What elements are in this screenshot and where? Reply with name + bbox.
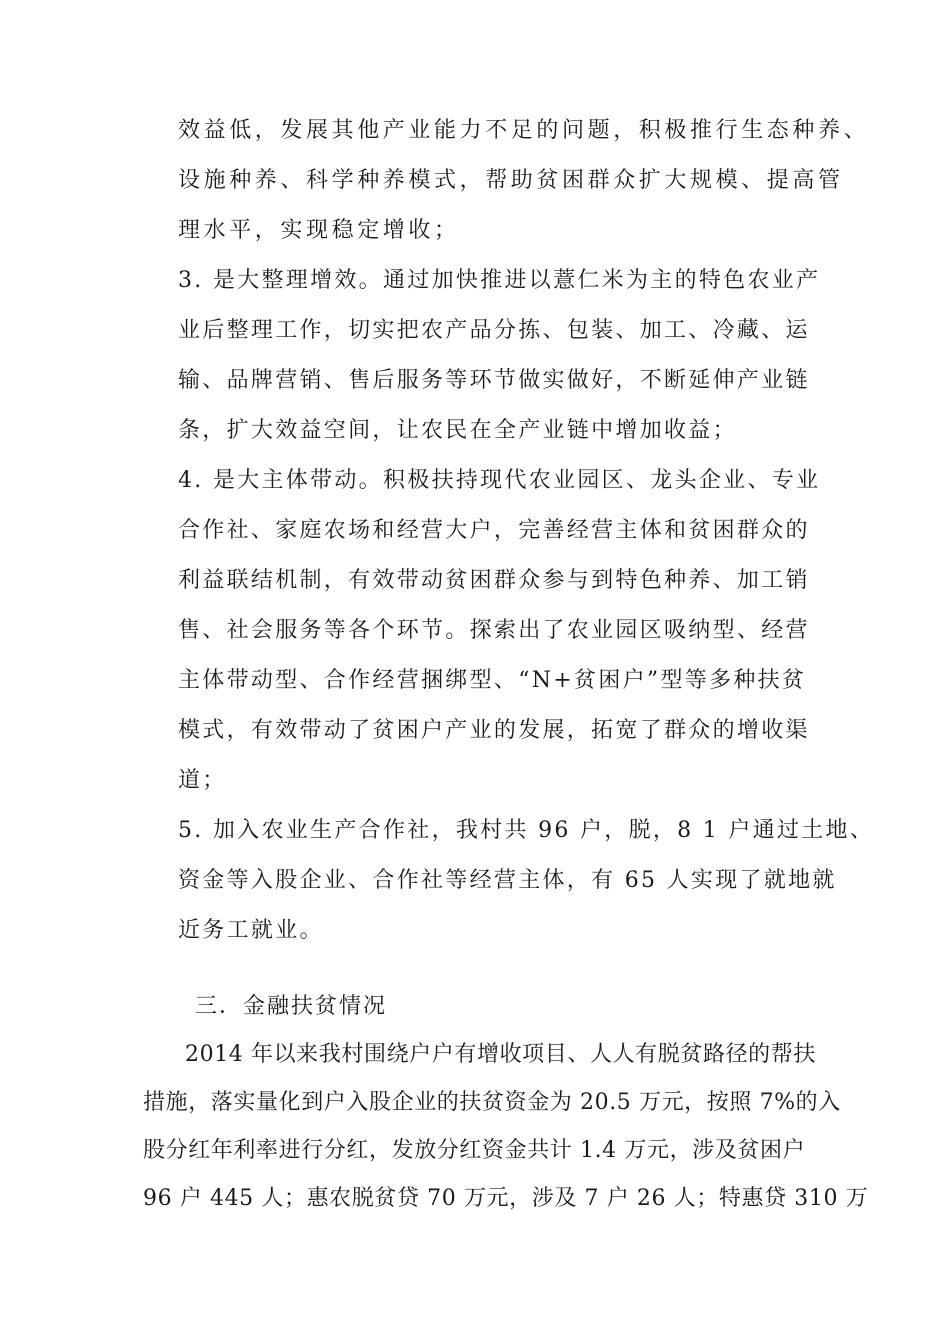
body-line: 模式，有效带动了贫困户产业的发展，拓宽了群众的增收渠: [178, 718, 810, 743]
finance-line: 股分红年利率进行分红，发放分红资金共计 1.4 万元，涉及贫困户: [143, 1138, 806, 1163]
body-line: 近务工就业。: [178, 918, 324, 943]
section-heading: 三．金融扶贫情况: [195, 994, 388, 1019]
finance-line: 措施，落实量化到户入股企业的扶贫资金为 20.5 万元，按照 7%的入: [143, 1090, 841, 1115]
list-item-3: 3. 是大整理增效。通过加快推进以薏仁米为主的特色农业产: [178, 268, 821, 293]
body-line: 资金等入股企业、合作社等经营主体，有 65 人实现了就地就: [178, 868, 837, 893]
body-line: 效益低，发展其他产业能力不足的问题，积极推行生态种养、: [178, 118, 870, 143]
body-line: 利益联结机制，有效带动贫困群众参与到特色种养、加工销: [178, 568, 810, 593]
body-line: 条，扩大效益空间，让农民在全产业链中增加收益；: [178, 418, 737, 443]
body-line: 输、品牌营销、售后服务等环节做实做好，不断延伸产业链: [178, 368, 810, 393]
finance-line: 96 户 445 人；惠农脱贫贷 70 万元，涉及 7 户 26 人；特惠贷 310 万: [143, 1186, 869, 1211]
list-item-4: 4. 是大主体带动。积极扶持现代农业园区、龙头企业、专业: [178, 468, 821, 493]
finance-line: 2014 年以来我村围绕户户有增收项目、人人有脱贫路径的帮扶: [185, 1042, 816, 1067]
body-line: 售、社会服务等各个环节。探索出了农业园区吸纳型、经营: [178, 618, 810, 643]
body-line: 道；: [178, 768, 227, 793]
body-line: 业后整理工作，切实把农产品分拣、包装、加工、冷藏、运: [178, 318, 810, 343]
body-line: 合作社、家庭农场和经营大户，完善经营主体和贫困群众的: [178, 518, 810, 543]
body-line: 理水平，实现稳定增收；: [178, 218, 460, 243]
list-item-5: 5. 加入农业生产合作社，我村共 96 户，脱，8 1 户通过土地、: [178, 818, 875, 843]
body-line: 设施种养、科学种养模式，帮助贫困群众扩大规模、提高管: [178, 168, 844, 193]
body-line: 主体带动型、合作经营捆绑型、“N+贫困户”型等多种扶贫: [178, 668, 807, 693]
